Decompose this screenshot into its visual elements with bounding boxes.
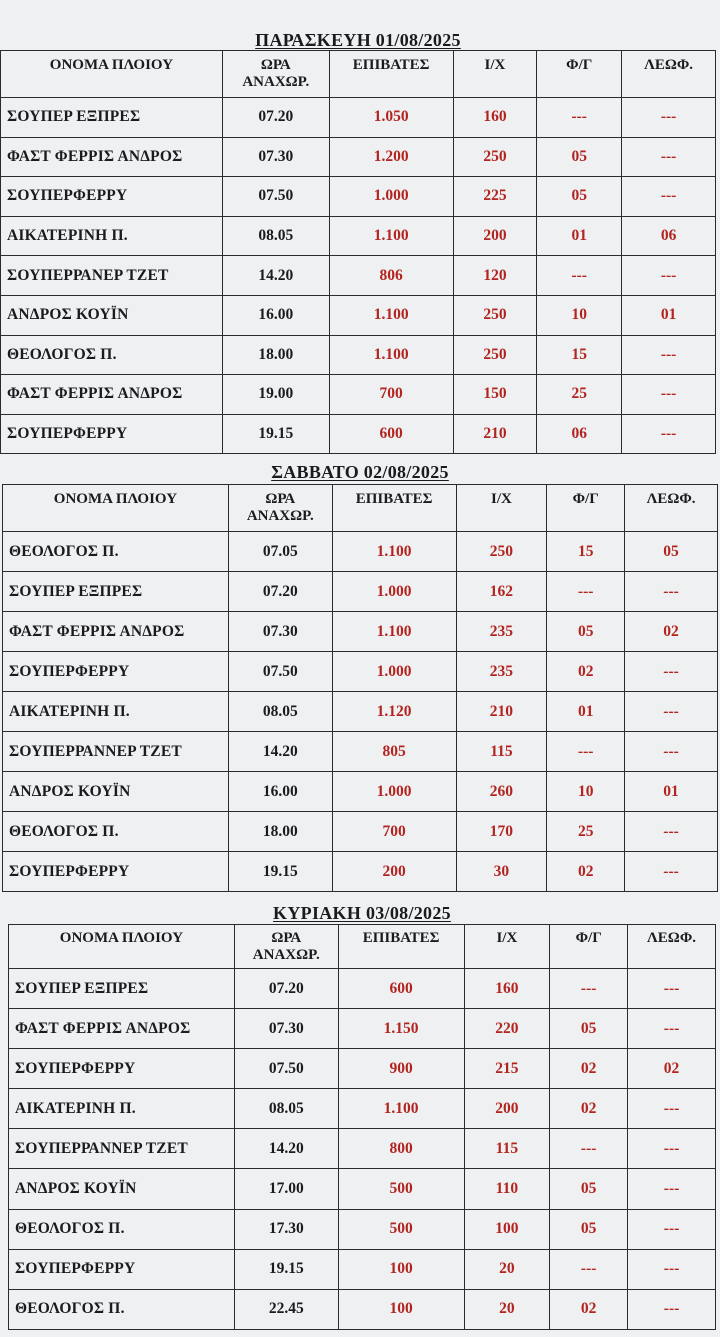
col-departure-header: ΩΡΑ ΑΝΑΧΩΡ. (234, 925, 338, 969)
trucks-cell: 02 (550, 1049, 628, 1089)
departure-time-cell: 08.05 (222, 216, 329, 256)
col-cars-header: Ι/Χ (464, 925, 550, 969)
table-row (9, 1209, 716, 1249)
departure-time-cell: 08.05 (234, 1089, 338, 1129)
trucks-cell: --- (547, 572, 625, 612)
table-row (1, 98, 716, 138)
buses-cell: --- (625, 812, 718, 852)
schedule-table (8, 924, 716, 1330)
col-buses-header: ΛΕΩΦ. (625, 485, 718, 532)
table-row (9, 1009, 716, 1049)
buses-cell: 02 (625, 612, 718, 652)
cars-cell: 115 (456, 732, 547, 772)
passengers-cell: 700 (329, 375, 453, 415)
ship-name-cell: ΦΑΣΤ ΦΕΡΡΙΣ ΑΝΔΡΟΣ (1, 137, 223, 177)
buses-cell: 01 (625, 772, 718, 812)
table-row (9, 1249, 716, 1289)
cars-cell: 120 (453, 256, 537, 296)
table-row (1, 256, 716, 296)
buses-cell: --- (622, 375, 716, 415)
table-row (3, 692, 718, 732)
col-ship-name-header: ΟΝΟΜΑ ΠΛΟΙΟΥ (1, 51, 223, 98)
buses-cell: 02 (628, 1049, 716, 1089)
trucks-cell: 01 (547, 692, 625, 732)
buses-cell: --- (625, 572, 718, 612)
cars-cell: 235 (456, 612, 547, 652)
cars-cell: 150 (453, 375, 537, 415)
passengers-cell: 1.000 (332, 652, 456, 692)
passengers-cell: 1.000 (329, 177, 453, 217)
ship-name-cell: ΦΑΣΤ ΦΕΡΡΙΣ ΑΝΔΡΟΣ (3, 612, 229, 652)
buses-cell: --- (622, 137, 716, 177)
col-passengers-header: ΕΠΙΒΑΤΕΣ (329, 51, 453, 98)
buses-cell: 06 (622, 216, 716, 256)
cars-cell: 210 (453, 414, 537, 454)
header-row (1, 51, 716, 98)
trucks-cell: 05 (550, 1169, 628, 1209)
header-row (3, 485, 718, 532)
buses-cell: --- (628, 1209, 716, 1249)
buses-cell: --- (625, 652, 718, 692)
departure-time-cell: 19.15 (228, 852, 332, 892)
ship-name-cell: ΑΙΚΑΤΕΡΙΝΗ Π. (3, 692, 229, 732)
trucks-cell: 10 (537, 295, 622, 335)
departure-time-cell: 07.30 (234, 1009, 338, 1049)
passengers-cell: 100 (338, 1289, 464, 1329)
ship-name-cell: ΘΕΟΛΟΓΟΣ Π. (9, 1289, 235, 1329)
schedule-table (2, 484, 718, 892)
cars-cell: 200 (464, 1089, 550, 1129)
cars-cell: 110 (464, 1169, 550, 1209)
departure-time-cell: 14.20 (234, 1129, 338, 1169)
buses-cell: --- (628, 1129, 716, 1169)
table-row (3, 812, 718, 852)
passengers-cell: 1.000 (332, 572, 456, 612)
col-cars-header: Ι/Χ (456, 485, 547, 532)
col-buses-header: ΛΕΩΦ. (628, 925, 716, 969)
passengers-cell: 100 (338, 1249, 464, 1289)
cars-cell: 160 (453, 98, 537, 138)
cars-cell: 215 (464, 1049, 550, 1089)
table-row (9, 1049, 716, 1089)
buses-cell: --- (625, 692, 718, 732)
trucks-cell: 05 (537, 137, 622, 177)
ship-name-cell: ΘΕΟΛΟΓΟΣ Π. (9, 1209, 235, 1249)
ship-name-cell: ΣΟΥΠΕΡΡΑΝΕΡ ΤΖΕΤ (1, 256, 223, 296)
buses-cell: --- (625, 852, 718, 892)
trucks-cell: 15 (537, 335, 622, 375)
ship-name-cell: ΘΕΟΛΟΓΟΣ Π. (1, 335, 223, 375)
departure-time-cell: 19.00 (222, 375, 329, 415)
passengers-cell: 1.120 (332, 692, 456, 732)
col-trucks-header: Φ/Γ (547, 485, 625, 532)
table-row (1, 335, 716, 375)
trucks-cell: --- (537, 256, 622, 296)
departure-time-cell: 17.00 (234, 1169, 338, 1209)
schedule-table (0, 50, 716, 454)
departure-time-cell: 14.20 (222, 256, 329, 296)
trucks-cell: 25 (537, 375, 622, 415)
buses-cell: --- (628, 1249, 716, 1289)
table-row (3, 652, 718, 692)
table-row (1, 177, 716, 217)
cars-cell: 162 (456, 572, 547, 612)
ship-name-cell: ΣΟΥΠΕΡ ΕΞΠΡΕΣ (3, 572, 229, 612)
table-row (9, 1089, 716, 1129)
passengers-cell: 1.100 (329, 216, 453, 256)
table-row (3, 532, 718, 572)
cars-cell: 250 (453, 335, 537, 375)
passengers-cell: 600 (329, 414, 453, 454)
table-row (9, 969, 716, 1009)
buses-cell: --- (622, 98, 716, 138)
table-row (1, 295, 716, 335)
cars-cell: 260 (456, 772, 547, 812)
passengers-cell: 900 (338, 1049, 464, 1089)
ship-name-cell: ΑΝΔΡΟΣ ΚΟΥΪΝ (9, 1169, 235, 1209)
trucks-cell: 15 (547, 532, 625, 572)
departure-time-cell: 07.20 (228, 572, 332, 612)
header-row (9, 925, 716, 969)
passengers-cell: 1.100 (329, 295, 453, 335)
table-row (1, 216, 716, 256)
passengers-cell: 1.200 (329, 137, 453, 177)
trucks-cell: --- (550, 1129, 628, 1169)
ship-name-cell: ΣΟΥΠΕΡ ΕΞΠΡΕΣ (1, 98, 223, 138)
trucks-cell: --- (547, 732, 625, 772)
buses-cell: --- (628, 1169, 716, 1209)
departure-time-cell: 07.50 (222, 177, 329, 217)
cars-cell: 100 (464, 1209, 550, 1249)
trucks-cell: 02 (550, 1089, 628, 1129)
cars-cell: 250 (453, 137, 537, 177)
cars-cell: 220 (464, 1009, 550, 1049)
departure-time-cell: 07.20 (222, 98, 329, 138)
buses-cell: --- (622, 414, 716, 454)
cars-cell: 235 (456, 652, 547, 692)
departure-time-cell: 07.30 (222, 137, 329, 177)
buses-cell: 05 (625, 532, 718, 572)
departure-time-cell: 17.30 (234, 1209, 338, 1249)
table-row (9, 1129, 716, 1169)
departure-time-cell: 07.20 (234, 969, 338, 1009)
trucks-cell: 05 (550, 1009, 628, 1049)
col-ship-name-header: ΟΝΟΜΑ ΠΛΟΙΟΥ (3, 485, 229, 532)
ship-name-cell: ΣΟΥΠΕΡΡΑΝΝΕΡ ΤΖΕΤ (3, 732, 229, 772)
ship-name-cell: ΣΟΥΠΕΡΦΕΡΡΥ (3, 852, 229, 892)
buses-cell: --- (625, 732, 718, 772)
cars-cell: 210 (456, 692, 547, 732)
buses-cell: --- (622, 177, 716, 217)
ship-name-cell: ΦΑΣΤ ΦΕΡΡΙΣ ΑΝΔΡΟΣ (1, 375, 223, 415)
col-buses-header: ΛΕΩΦ. (622, 51, 716, 98)
cars-cell: 170 (456, 812, 547, 852)
ship-name-cell: ΣΟΥΠΕΡΦΕΡΡΥ (9, 1249, 235, 1289)
ship-name-cell: ΣΟΥΠΕΡ ΕΞΠΡΕΣ (9, 969, 235, 1009)
col-departure-header: ΩΡΑ ΑΝΑΧΩΡ. (222, 51, 329, 98)
departure-time-cell: 08.05 (228, 692, 332, 732)
table-row (3, 772, 718, 812)
cars-cell: 225 (453, 177, 537, 217)
ship-name-cell: ΘΕΟΛΟΓΟΣ Π. (3, 812, 229, 852)
ship-name-cell: ΑΙΚΑΤΕΡΙΝΗ Π. (1, 216, 223, 256)
day-title: ΠΑΡΑΣΚΕΥΗ 01/08/2025 (255, 30, 461, 50)
ship-name-cell: ΣΟΥΠΕΡΡΑΝΝΕΡ ΤΖΕΤ (9, 1129, 235, 1169)
buses-cell: --- (628, 1089, 716, 1129)
cars-cell: 250 (456, 532, 547, 572)
table-row (3, 732, 718, 772)
trucks-cell: 10 (547, 772, 625, 812)
departure-time-cell: 19.15 (222, 414, 329, 454)
buses-cell: 01 (622, 295, 716, 335)
col-departure-header: ΩΡΑ ΑΝΑΧΩΡ. (228, 485, 332, 532)
day-title: ΚΥΡΙΑΚΗ 03/08/2025 (273, 903, 451, 923)
col-passengers-header: ΕΠΙΒΑΤΕΣ (332, 485, 456, 532)
buses-cell: --- (628, 1009, 716, 1049)
trucks-cell: 05 (537, 177, 622, 217)
departure-time-cell: 16.00 (228, 772, 332, 812)
passengers-cell: 805 (332, 732, 456, 772)
passengers-cell: 200 (332, 852, 456, 892)
passengers-cell: 1.100 (329, 335, 453, 375)
departure-time-cell: 07.50 (228, 652, 332, 692)
ship-name-cell: ΣΟΥΠΕΡΦΕΡΡΥ (9, 1049, 235, 1089)
day-title: ΣΑΒΒΑΤΟ 02/08/2025 (271, 462, 449, 482)
passengers-cell: 1.150 (338, 1009, 464, 1049)
cars-cell: 250 (453, 295, 537, 335)
table-row (1, 137, 716, 177)
departure-time-cell: 18.00 (228, 812, 332, 852)
departure-time-cell: 19.15 (234, 1249, 338, 1289)
col-ship-name-header: ΟΝΟΜΑ ΠΛΟΙΟΥ (9, 925, 235, 969)
trucks-cell: 02 (547, 652, 625, 692)
cars-cell: 115 (464, 1129, 550, 1169)
day-section-saturday (2, 462, 718, 898)
col-trucks-header: Φ/Γ (537, 51, 622, 98)
ship-name-cell: ΘΕΟΛΟΓΟΣ Π. (3, 532, 229, 572)
ship-name-cell: ΣΟΥΠΕΡΦΕΡΡΥ (3, 652, 229, 692)
table-row (3, 572, 718, 612)
trucks-cell: 02 (550, 1289, 628, 1329)
day-section-friday (0, 30, 716, 458)
departure-time-cell: 07.05 (228, 532, 332, 572)
ship-name-cell: ΦΑΣΤ ΦΕΡΡΙΣ ΑΝΔΡΟΣ (9, 1009, 235, 1049)
trucks-cell: --- (537, 98, 622, 138)
buses-cell: --- (622, 335, 716, 375)
table-row (1, 375, 716, 415)
col-passengers-header: ΕΠΙΒΑΤΕΣ (338, 925, 464, 969)
trucks-cell: --- (550, 969, 628, 1009)
cars-cell: 30 (456, 852, 547, 892)
passengers-cell: 800 (338, 1129, 464, 1169)
ship-name-cell: ΑΝΔΡΟΣ ΚΟΥΪΝ (3, 772, 229, 812)
departure-time-cell: 07.30 (228, 612, 332, 652)
buses-cell: --- (628, 969, 716, 1009)
passengers-cell: 1.100 (332, 612, 456, 652)
cars-cell: 200 (453, 216, 537, 256)
passengers-cell: 1.100 (332, 532, 456, 572)
table-row (3, 852, 718, 892)
passengers-cell: 500 (338, 1209, 464, 1249)
cars-cell: 20 (464, 1289, 550, 1329)
trucks-cell: 25 (547, 812, 625, 852)
trucks-cell: --- (550, 1249, 628, 1289)
ship-name-cell: ΑΙΚΑΤΕΡΙΝΗ Π. (9, 1089, 235, 1129)
passengers-cell: 1.050 (329, 98, 453, 138)
trucks-cell: 06 (537, 414, 622, 454)
ship-name-cell: ΣΟΥΠΕΡΦΕΡΡΥ (1, 414, 223, 454)
trucks-cell: 02 (547, 852, 625, 892)
cars-cell: 160 (464, 969, 550, 1009)
passengers-cell: 500 (338, 1169, 464, 1209)
departure-time-cell: 07.50 (234, 1049, 338, 1089)
departure-time-cell: 14.20 (228, 732, 332, 772)
departure-time-cell: 16.00 (222, 295, 329, 335)
table-row (3, 612, 718, 652)
trucks-cell: 05 (547, 612, 625, 652)
passengers-cell: 700 (332, 812, 456, 852)
passengers-cell: 1.000 (332, 772, 456, 812)
day-section-sunday (8, 903, 716, 1331)
passengers-cell: 806 (329, 256, 453, 296)
table-row (9, 1289, 716, 1329)
table-row (9, 1169, 716, 1209)
cars-cell: 20 (464, 1249, 550, 1289)
col-cars-header: Ι/Χ (453, 51, 537, 98)
trucks-cell: 05 (550, 1209, 628, 1249)
passengers-cell: 1.100 (338, 1089, 464, 1129)
ship-name-cell: ΣΟΥΠΕΡΦΕΡΡΥ (1, 177, 223, 217)
departure-time-cell: 22.45 (234, 1289, 338, 1329)
col-trucks-header: Φ/Γ (550, 925, 628, 969)
departure-time-cell: 18.00 (222, 335, 329, 375)
passengers-cell: 600 (338, 969, 464, 1009)
table-row (1, 414, 716, 454)
trucks-cell: 01 (537, 216, 622, 256)
buses-cell: --- (628, 1289, 716, 1329)
buses-cell: --- (622, 256, 716, 296)
ship-name-cell: ΑΝΔΡΟΣ ΚΟΥΪΝ (1, 295, 223, 335)
